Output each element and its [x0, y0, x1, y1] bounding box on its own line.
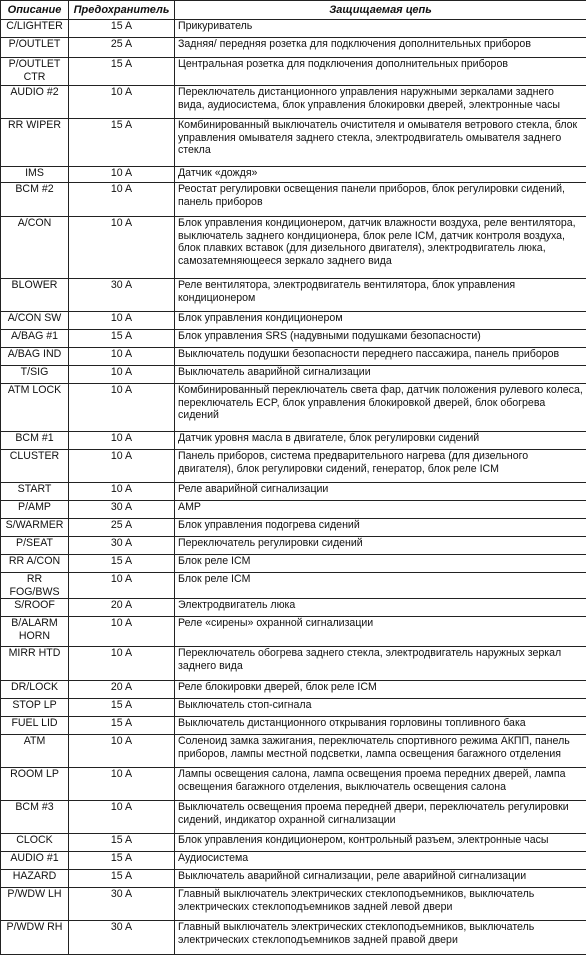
table-row: [1, 279, 586, 312]
row-fuse: 10 A: [69, 573, 175, 599]
table-row: [1, 501, 586, 519]
row-protected-circuit: Выключатель аварийной сигнализации, реле аварийной сигнализации: [175, 870, 586, 888]
row-fuse: 15 A: [69, 870, 175, 888]
table-row: [1, 183, 586, 217]
table-body: [1, 20, 586, 955]
row-protected-circuit: Выключатель подушки безопасности переднего пассажира, панель приборов: [175, 348, 586, 366]
row-fuse: 15 A: [69, 555, 175, 573]
row-protected-circuit: Главный выключатель электрических стеклоподъемников, выключатель электрических стеклоподъемников задней правой двери: [175, 921, 586, 955]
table-row: [1, 735, 586, 768]
row-description: P/OUTLET: [1, 38, 69, 58]
row-description: A/BAG #1: [1, 330, 69, 348]
row-protected-circuit: Соленоид замка зажигания, переключатель спортивного режима АКПП, панель приборов, лампы местной подсветки, лампа освещения багажного отделения: [175, 735, 586, 768]
row-fuse: 10 A: [69, 617, 175, 647]
table-row: [1, 717, 586, 735]
row-protected-circuit: Главный выключатель электрических стеклоподъемников, выключатель электрических стеклоподъемников задней левой двери: [175, 888, 586, 921]
table-row: [1, 888, 586, 921]
row-fuse: 15 A: [69, 330, 175, 348]
row-description: IMS: [1, 167, 69, 183]
table-row: [1, 801, 586, 834]
row-fuse: 15 A: [69, 717, 175, 735]
row-fuse: 25 A: [69, 519, 175, 537]
row-fuse: 10 A: [69, 735, 175, 768]
table-row: [1, 58, 586, 86]
row-description: BCM #3: [1, 801, 69, 834]
row-protected-circuit: Выключатель освещения проема передней двери, переключатель регулировки сидений, индикатор охранной сигнализации: [175, 801, 586, 834]
row-fuse: 10 A: [69, 768, 175, 801]
table-row: [1, 86, 586, 119]
table-row: [1, 450, 586, 483]
row-fuse: 15 A: [69, 699, 175, 717]
row-protected-circuit: Переключатель регулировки сидений: [175, 537, 586, 555]
row-protected-circuit: Реле «сирены» охранной сигнализации: [175, 617, 586, 647]
row-protected-circuit: Реостат регулировки освещения панели приборов, блок регулировки сидений, панель приборов: [175, 183, 586, 217]
table-row: [1, 519, 586, 537]
row-protected-circuit: Прикуриватель: [175, 20, 586, 38]
table-row: [1, 483, 586, 501]
table-row: [1, 330, 586, 348]
row-description: A/BAG IND: [1, 348, 69, 366]
row-fuse: 25 A: [69, 38, 175, 58]
row-description: START: [1, 483, 69, 501]
row-protected-circuit: Датчик уровня масла в двигателе, блок регулировки сидений: [175, 432, 586, 450]
row-description: BLOWER: [1, 279, 69, 312]
row-protected-circuit: Комбинированный выключатель очистителя и омывателя ветрового стекла, блок управления омывателя заднего стекла, электродвигатель омывателя заднего стекла: [175, 119, 586, 167]
row-description: S/WARMER: [1, 519, 69, 537]
table-row: [1, 312, 586, 330]
row-protected-circuit: AMP: [175, 501, 586, 519]
row-fuse: 15 A: [69, 834, 175, 852]
row-fuse: 30 A: [69, 888, 175, 921]
row-fuse: 10 A: [69, 348, 175, 366]
row-fuse: 30 A: [69, 537, 175, 555]
table-row: [1, 348, 586, 366]
row-description: P/OUTLET CTR: [1, 58, 69, 86]
header-description: Описание: [1, 1, 69, 20]
row-fuse: 30 A: [69, 501, 175, 519]
row-protected-circuit: Реле блокировки дверей, блок реле ICM: [175, 681, 586, 699]
row-protected-circuit: Блок реле ICM: [175, 555, 586, 573]
row-description: FUEL LID: [1, 717, 69, 735]
row-description: RR FOG/BWS: [1, 573, 69, 599]
row-fuse: 10 A: [69, 432, 175, 450]
row-description: RR A/CON: [1, 555, 69, 573]
row-fuse: 10 A: [69, 86, 175, 119]
row-description: MIRR HTD: [1, 647, 69, 681]
row-fuse: 15 A: [69, 58, 175, 86]
row-description: A/CON SW: [1, 312, 69, 330]
row-fuse: 10 A: [69, 366, 175, 384]
table-row: [1, 537, 586, 555]
table-row: [1, 834, 586, 852]
row-description: HAZARD: [1, 870, 69, 888]
row-description: ATM LOCK: [1, 384, 69, 432]
row-fuse: 30 A: [69, 921, 175, 955]
header-protected-circuit: Защищаемая цепь: [175, 1, 586, 20]
table-row: [1, 217, 586, 279]
row-fuse: 10 A: [69, 217, 175, 279]
row-description: RR WIPER: [1, 119, 69, 167]
table-row: [1, 555, 586, 573]
row-description: ATM: [1, 735, 69, 768]
row-description: ROOM LP: [1, 768, 69, 801]
row-fuse: 15 A: [69, 852, 175, 870]
row-description: STOP LP: [1, 699, 69, 717]
row-description: AUDIO #1: [1, 852, 69, 870]
table-row: [1, 573, 586, 599]
row-fuse: 10 A: [69, 647, 175, 681]
row-protected-circuit: Аудиосистема: [175, 852, 586, 870]
table-row: [1, 617, 586, 647]
row-description: CLUSTER: [1, 450, 69, 483]
row-protected-circuit: Блок реле ICM: [175, 573, 586, 599]
row-description: P/WDW RH: [1, 921, 69, 955]
row-protected-circuit: Реле аварийной сигнализации: [175, 483, 586, 501]
row-protected-circuit: Панель приборов, система предварительного нагрева (для дизельного двигателя), блок регулировки сидений, генератор, блок реле ICM: [175, 450, 586, 483]
row-fuse: 15 A: [69, 119, 175, 167]
table-row: [1, 599, 586, 617]
row-fuse: 10 A: [69, 384, 175, 432]
row-protected-circuit: Центральная розетка для подключения дополнительных приборов: [175, 58, 586, 86]
row-protected-circuit: Датчик «дождя»: [175, 167, 586, 183]
table-row: [1, 20, 586, 38]
row-fuse: 10 A: [69, 483, 175, 501]
row-protected-circuit: Блок управления SRS (надувными подушками безопасности): [175, 330, 586, 348]
row-protected-circuit: Выключатель аварийной сигнализации: [175, 366, 586, 384]
table-row: [1, 921, 586, 955]
row-fuse: 10 A: [69, 312, 175, 330]
row-description: C/LIGHTER: [1, 20, 69, 38]
table-row: [1, 119, 586, 167]
row-protected-circuit: Лампы освещения салона, лампа освещения проема передних дверей, лампа освещения багажного отделения, выключатель освещения салона: [175, 768, 586, 801]
row-fuse: 10 A: [69, 167, 175, 183]
row-protected-circuit: Электродвигатель люка: [175, 599, 586, 617]
row-fuse: 20 A: [69, 599, 175, 617]
header-row: [1, 1, 586, 20]
row-description: T/SIG: [1, 366, 69, 384]
row-protected-circuit: Выключатель стоп-сигнала: [175, 699, 586, 717]
table-row: [1, 384, 586, 432]
row-fuse: 20 A: [69, 681, 175, 699]
row-description: BCM #2: [1, 183, 69, 217]
table-header: [1, 1, 586, 20]
table-row: [1, 699, 586, 717]
row-fuse: 30 A: [69, 279, 175, 312]
table-row: [1, 167, 586, 183]
row-description: P/SEAT: [1, 537, 69, 555]
table-row: [1, 38, 586, 58]
row-protected-circuit: Блок управления подогрева сидений: [175, 519, 586, 537]
row-description: P/WDW LH: [1, 888, 69, 921]
row-protected-circuit: Переключатель дистанционного управления наружными зеркалами заднего вида, аудиосистема, блок управления блокировки дверей, электронные часы: [175, 86, 586, 119]
table-row: [1, 870, 586, 888]
table-row: [1, 366, 586, 384]
row-fuse: 10 A: [69, 450, 175, 483]
row-description: BCM #1: [1, 432, 69, 450]
row-description: A/CON: [1, 217, 69, 279]
row-description: P/AMP: [1, 501, 69, 519]
row-protected-circuit: Блок управления кондиционером, контрольный разъем, электронные часы: [175, 834, 586, 852]
row-fuse: 10 A: [69, 801, 175, 834]
row-protected-circuit: Комбинированный переключатель света фар, датчик положения рулевого колеса, переключатель ECP, блок управления блокировкой дверей, блок обогрева сидений: [175, 384, 586, 432]
row-fuse: 10 A: [69, 183, 175, 217]
row-protected-circuit: Реле вентилятора, электродвигатель вентилятора, блок управления кондиционером: [175, 279, 586, 312]
row-protected-circuit: Переключатель обогрева заднего стекла, электродвигатель наружных зеркал заднего вида: [175, 647, 586, 681]
table-row: [1, 647, 586, 681]
table-row: [1, 681, 586, 699]
row-fuse: 15 A: [69, 20, 175, 38]
row-description: CLOCK: [1, 834, 69, 852]
row-description: B/ALARM HORN: [1, 617, 69, 647]
header-fuse: Предохранитель: [69, 1, 175, 20]
row-protected-circuit: Задняя/ передняя розетка для подключения дополнительных приборов: [175, 38, 586, 58]
table-row: [1, 852, 586, 870]
row-protected-circuit: Выключатель дистанционного открывания горловины топливного бака: [175, 717, 586, 735]
row-protected-circuit: Блок управления кондиционером: [175, 312, 586, 330]
table-row: [1, 768, 586, 801]
row-description: DR/LOCK: [1, 681, 69, 699]
row-description: AUDIO #2: [1, 86, 69, 119]
row-protected-circuit: Блок управления кондиционером, датчик влажности воздуха, реле вентилятора, выключатель заднего кондиционера, блок реле ICM, датчик контроля воздуха, блок плавких вставок (для дизельного двигателя), электродвигатель люка, самозатемняющееся зеркало заднего вида: [175, 217, 586, 279]
table-row: [1, 432, 586, 450]
row-description: S/ROOF: [1, 599, 69, 617]
